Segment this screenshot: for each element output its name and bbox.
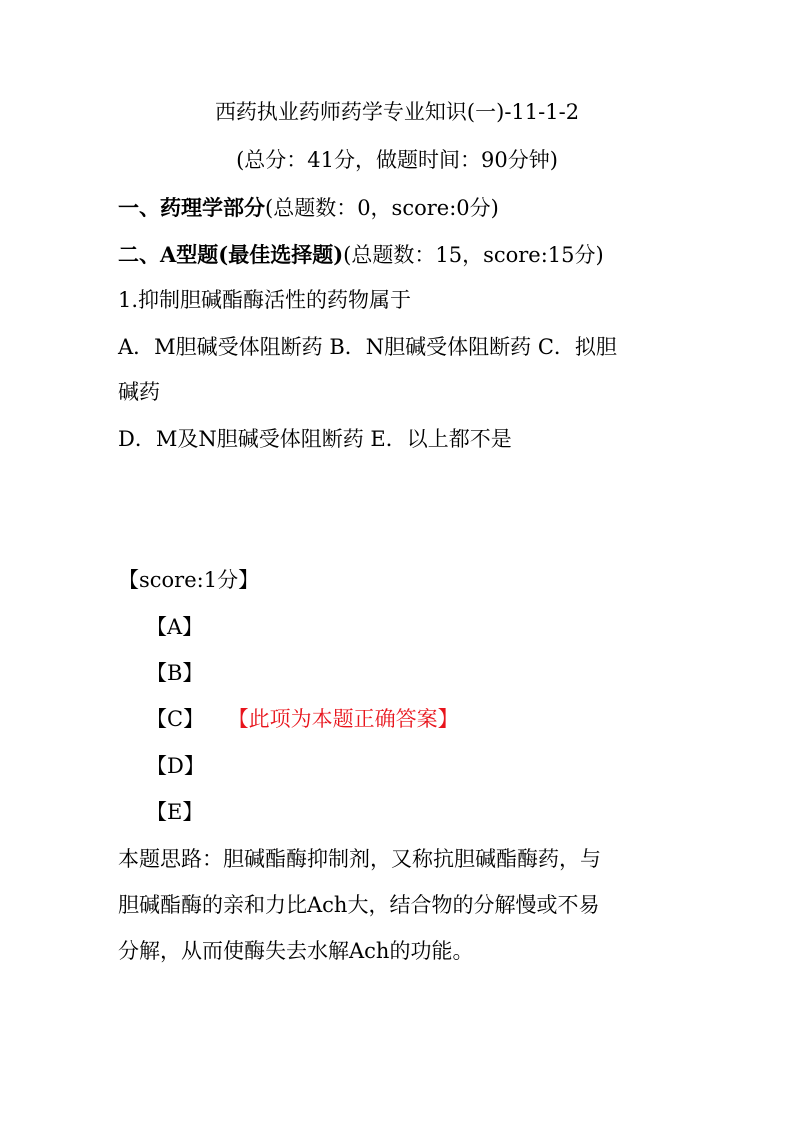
section-2-heading: 二、A型题(最佳选择题)	[118, 242, 344, 267]
section-1-heading: 一、药理学部分	[118, 195, 265, 220]
explanation-line-3: 分解，从而使酶失去水解Ach的功能。	[118, 939, 474, 963]
section-1-info: (总题数：0，score:0分)	[265, 196, 499, 220]
question-options-line-2: 碱药	[118, 380, 160, 404]
choice-e: 【E】	[146, 800, 204, 824]
question-options-line-3: D．M及N胆碱受体阻断药 E．以上都不是	[118, 427, 512, 451]
explanation-line-1: 本题思路：胆碱酯酶抑制剂，又称抗胆碱酯酶药，与	[118, 847, 601, 871]
choice-c-label: 【C】	[146, 707, 205, 731]
document-title: 西药执业药师药学专业知识(一)-11-1-2	[214, 100, 580, 124]
document-subtitle: (总分：41分，做题时间：90分钟)	[236, 148, 558, 172]
choice-c	[146, 709, 459, 730]
section-2-info: (总题数：15，score:15分)	[343, 243, 604, 267]
choice-a: 【A】	[146, 615, 204, 639]
choice-d: 【D】	[146, 754, 205, 778]
section-2	[118, 244, 604, 266]
correct-answer-mark: 【此项为本题正确答案】	[238, 707, 459, 731]
explanation-line-2: 胆碱酯酶的亲和力比Ach大，结合物的分解慢或不易	[118, 893, 600, 917]
question-stem: 1.抑制胆碱酯酶活性的药物属于	[118, 288, 412, 312]
score-label: 【score:1分】	[118, 568, 260, 592]
section-1	[118, 197, 499, 219]
choice-b: 【B】	[146, 661, 204, 685]
question-options-line-1: A．M胆碱受体阻断药 B．N胆碱受体阻断药 C．拟胆	[118, 335, 617, 359]
